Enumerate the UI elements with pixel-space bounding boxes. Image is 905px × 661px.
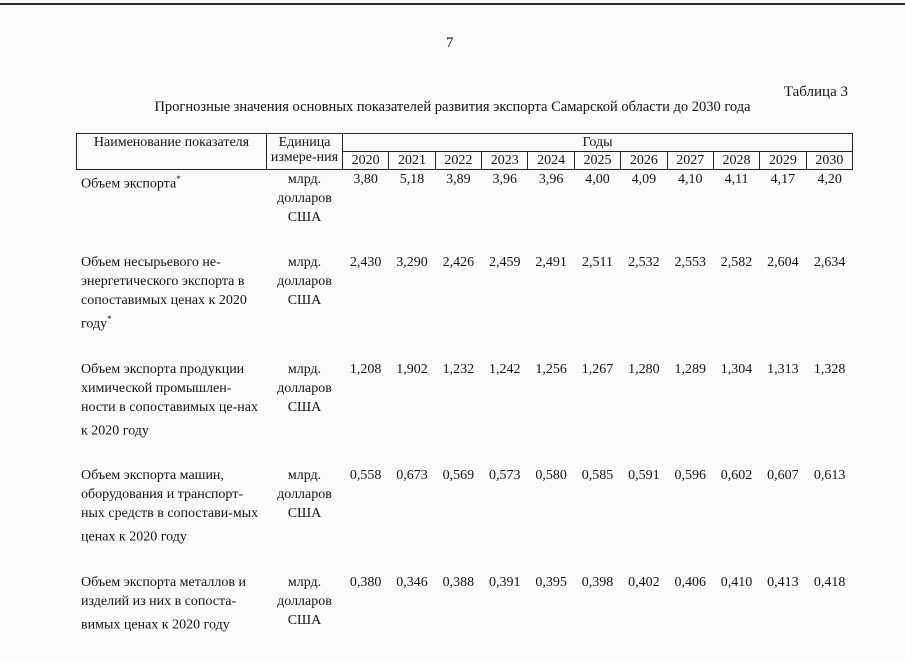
value-cell-2025: 2,511 [581,255,613,270]
value-cell-2028: 0,410 [720,574,753,590]
value-cell-2024: 2,491 [535,255,567,270]
unit-cell: млрд. долларов США [277,255,332,308]
value-cell-2026: 2,532 [628,255,660,270]
value-cell-2020: 0,380 [349,574,382,590]
value-cell-2023: 0,573 [489,468,521,484]
header-year-2023: 2023 [482,152,528,170]
document-title: Прогнозные значения основных показателей развития экспорта Самарской области до 2030 года [154,99,751,115]
value-cell-2024: 0,395 [535,574,567,590]
header-year-2027: 2027 [667,152,713,170]
value-cell-2028: 0,602 [720,468,753,484]
value-cell-2021: 0,346 [396,574,428,590]
value-cell-2020: 3,80 [353,172,378,187]
value-cell-2020: 0,558 [349,468,382,484]
indicator-name: Объем экспорта продукции химической промышлен-ности в сопоставимых це-нах к 2020 году [81,361,258,439]
value-cell-2028: 4,11 [724,172,749,187]
unit-cell: млрд. долларов США [277,468,332,522]
value-cell-2024: 1,256 [535,361,567,377]
indicator-name: Объем экспорта металлов и изделий из них в сопоста-вимых ценах к 2020 году [81,574,246,633]
unit-cell: млрд. долларов США [277,574,332,628]
table-row [77,573,853,661]
indicator-name-cell [77,170,267,254]
value-cell-2029: 2,604 [767,255,799,270]
table-label: Таблица 3 [783,84,848,100]
value-cell-2026: 0,591 [628,468,660,484]
value-cell-2022: 0,569 [442,468,475,484]
export-forecast-table [76,133,853,661]
page-number: 7 [446,35,454,51]
table-row [77,360,853,467]
footnote-star: * [176,174,181,184]
header-year-2026: 2026 [621,152,667,170]
indicator-name-cell [77,253,267,360]
table-body [77,170,853,661]
header-year-2030: 2030 [806,152,852,170]
unit-cell: млрд. долларов США [277,172,332,225]
table-row [77,253,853,360]
value-cell-2021: 5,18 [399,172,425,187]
footnote-star: * [107,314,112,324]
value-cell-2030: 0,418 [813,574,846,590]
indicator-name-cell [77,573,267,661]
value-cell-2020: 2,430 [349,255,382,270]
value-cell-2029: 0,607 [767,468,799,484]
value-cell-2025: 1,267 [581,361,614,377]
value-cell-2027: 1,289 [674,361,706,377]
value-cell-2025: 0,398 [581,574,614,590]
value-cell-2030: 1,328 [813,361,846,377]
value-cell-2028: 2,582 [720,255,753,270]
value-cell-2022: 1,232 [442,361,475,377]
indicator-name: Объем экспорта [81,176,177,192]
value-cell-2027: 2,553 [674,255,706,270]
value-cell-2029: 4,17 [770,172,796,187]
value-cell-2030: 2,634 [813,255,846,270]
value-cell-2022: 3,89 [446,172,471,187]
header-year-2022: 2022 [435,152,481,170]
header-row-1 [77,134,853,152]
header-year-2024: 2024 [528,152,574,170]
value-cell-2027: 0,596 [674,468,706,484]
table-row [77,170,853,254]
indicator-name-cell [77,466,267,573]
value-cell-2021: 1,902 [396,361,428,377]
value-cell-2030: 0,613 [813,468,846,484]
value-cell-2022: 2,426 [442,255,475,270]
value-cell-2029: 0,413 [767,574,799,590]
header-year-2020: 2020 [343,152,389,170]
value-cell-2024: 3,96 [538,172,564,187]
value-cell-2020: 1,208 [349,361,382,377]
header-name: Наименование показателя [77,134,267,170]
unit-cell: млрд. долларов США [277,361,332,415]
value-cell-2028: 1,304 [720,361,753,377]
value-cell-2021: 0,673 [396,468,428,484]
indicator-name-cell [77,360,267,467]
value-cell-2023: 0,391 [489,574,521,590]
table-row [77,466,853,573]
header-years-group: Годы [343,134,853,152]
header-year-2021: 2021 [389,152,435,170]
header-unit: Единица измере-ния [267,134,343,170]
indicator-name: Объем несырьевого не-энергетического экспорта в сопоставимых ценах к 2020 году [81,255,247,332]
value-cell-2026: 1,280 [628,361,660,377]
value-cell-2021: 3,290 [396,255,428,270]
value-cell-2027: 0,406 [674,574,706,590]
value-cell-2026: 4,09 [631,172,657,187]
value-cell-2026: 0,402 [628,574,660,590]
value-cell-2023: 1,242 [489,361,521,377]
value-cell-2025: 4,00 [585,172,610,187]
header-year-2029: 2029 [760,152,806,170]
header-year-2025: 2025 [574,152,620,170]
header-year-2028: 2028 [713,152,759,170]
value-cell-2024: 0,580 [535,468,567,484]
top-border-line [0,3,905,5]
value-cell-2025: 0,585 [581,468,614,484]
value-cell-2029: 1,313 [767,361,799,377]
value-cell-2030: 4,20 [817,172,842,187]
indicator-name: Объем экспорта машин, оборудования и транспорт-ных средств в сопостави-мых ценах к 2020 году [81,468,259,545]
value-cell-2027: 4,10 [677,172,703,187]
value-cell-2023: 3,96 [492,172,517,187]
value-cell-2022: 0,388 [442,574,475,590]
value-cell-2023: 2,459 [489,255,521,270]
